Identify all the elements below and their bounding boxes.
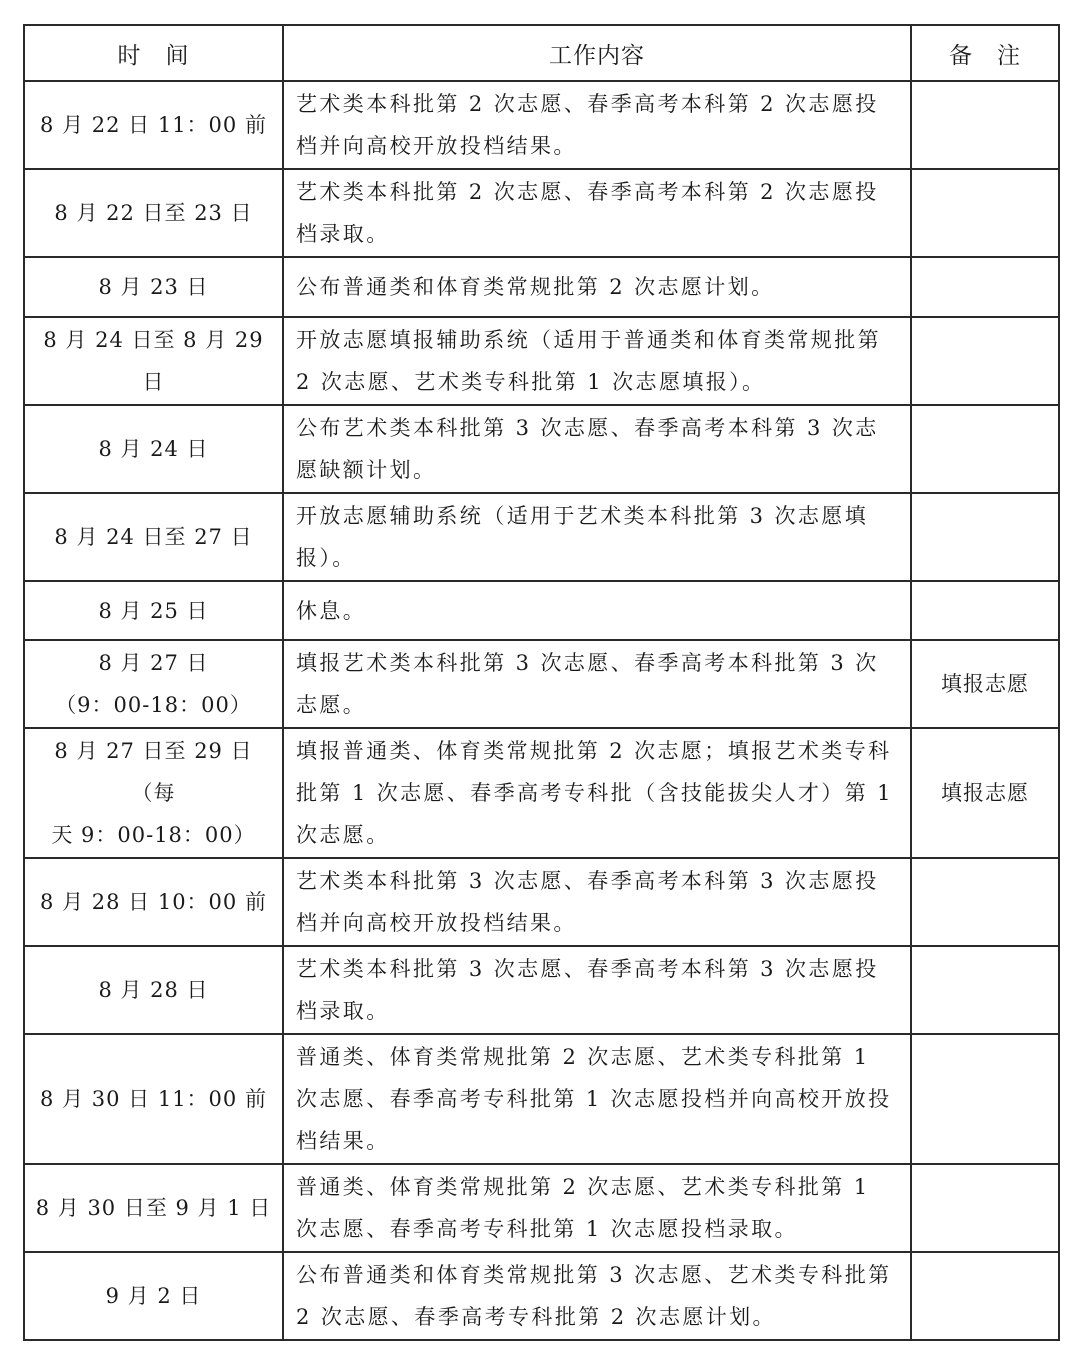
note-cell: [911, 1164, 1059, 1252]
table-body: [24, 81, 1059, 1340]
content-cell: 开放志愿辅助系统（适用于艺术类本科批第 3 次志愿填报）。: [283, 493, 911, 581]
time-cell: 8 月 25 日: [24, 581, 283, 640]
note-cell: 填报志愿: [911, 640, 1059, 728]
note-cell: [911, 169, 1059, 257]
table-row: [24, 858, 1059, 946]
note-cell: [911, 317, 1059, 405]
time-cell: 8 月 30 日 11：00 前: [24, 1034, 283, 1164]
time-cell: 8 月 23 日: [24, 257, 283, 317]
time-cell: 8 月 22 日 11：00 前: [24, 81, 283, 169]
note-cell: 填报志愿: [911, 728, 1059, 858]
note-cell: [911, 1252, 1059, 1340]
time-cell: 9 月 2 日: [24, 1252, 283, 1340]
table-row: [24, 493, 1059, 581]
content-cell: 艺术类本科批第 2 次志愿、春季高考本科第 2 次志愿投档并向高校开放投档结果。: [283, 81, 911, 169]
note-cell: [911, 946, 1059, 1034]
content-cell: 休息。: [283, 581, 911, 640]
content-cell: 开放志愿填报辅助系统（适用于普通类和体育类常规批第 2 次志愿、艺术类专科批第 1 次志愿填报）。: [283, 317, 911, 405]
note-cell: [911, 858, 1059, 946]
header-content: 工作内容: [283, 25, 911, 81]
note-cell: [911, 257, 1059, 317]
time-cell: 8 月 28 日: [24, 946, 283, 1034]
content-cell: 公布艺术类本科批第 3 次志愿、春季高考本科第 3 次志愿缺额计划。: [283, 405, 911, 493]
table-row: [24, 169, 1059, 257]
note-cell: [911, 493, 1059, 581]
time-cell: 8 月 30 日至 9 月 1 日: [24, 1164, 283, 1252]
table-row: [24, 1164, 1059, 1252]
content-cell: 公布普通类和体育类常规批第 3 次志愿、艺术类专科批第 2 次志愿、春季高考专科批第 2 次志愿计划。: [283, 1252, 911, 1340]
time-line: （9：00-18：00）: [55, 693, 252, 717]
content-cell: 艺术类本科批第 3 次志愿、春季高考本科第 3 次志愿投档录取。: [283, 946, 911, 1034]
table-row: [24, 1252, 1059, 1340]
table-row: [24, 405, 1059, 493]
content-cell: 填报艺术类本科批第 3 次志愿、春季高考本科批第 3 次志愿。: [283, 640, 911, 728]
table-row: [24, 1034, 1059, 1164]
table-row: [24, 81, 1059, 169]
note-cell: [911, 581, 1059, 640]
table-header-row: [24, 25, 1059, 81]
note-cell: [911, 405, 1059, 493]
note-cell: [911, 81, 1059, 169]
time-cell: [24, 728, 283, 858]
time-cell: [24, 640, 283, 728]
time-cell: 8 月 22 日至 23 日: [24, 169, 283, 257]
header-time: 时 间: [24, 25, 283, 81]
time-line: 8 月 27 日: [98, 651, 209, 675]
content-cell: 普通类、体育类常规批第 2 次志愿、艺术类专科批第 1 次志愿、春季高考专科批第 1 次志愿投档并向高校开放投档结果。: [283, 1034, 911, 1164]
note-cell: [911, 1034, 1059, 1164]
table-row: [24, 581, 1059, 640]
header-note: 备 注: [911, 25, 1059, 81]
table-row: [24, 728, 1059, 858]
table-row: [24, 257, 1059, 317]
table-row: [24, 946, 1059, 1034]
table-row: [24, 640, 1059, 728]
content-cell: 艺术类本科批第 3 次志愿、春季高考本科第 3 次志愿投档并向高校开放投档结果。: [283, 858, 911, 946]
schedule-table: [23, 24, 1060, 1341]
time-cell: 8 月 24 日: [24, 405, 283, 493]
content-cell: 填报普通类、体育类常规批第 2 次志愿；填报艺术类专科批第 1 次志愿、春季高考专科批（含技能拔尖人才）第 1 次志愿。: [283, 728, 911, 858]
table-row: [24, 317, 1059, 405]
time-line: 8 月 27 日至 29 日（每: [54, 739, 253, 805]
time-cell: 8 月 24 日至 27 日: [24, 493, 283, 581]
time-cell: 8 月 24 日至 8 月 29 日: [24, 317, 283, 405]
content-cell: 公布普通类和体育类常规批第 2 次志愿计划。: [283, 257, 911, 317]
time-cell: 8 月 28 日 10：00 前: [24, 858, 283, 946]
content-cell: 普通类、体育类常规批第 2 次志愿、艺术类专科批第 1 次志愿、春季高考专科批第 1 次志愿投档录取。: [283, 1164, 911, 1252]
content-cell: 艺术类本科批第 2 次志愿、春季高考本科第 2 次志愿投档录取。: [283, 169, 911, 257]
time-line: 天 9：00-18：00）: [51, 823, 256, 847]
